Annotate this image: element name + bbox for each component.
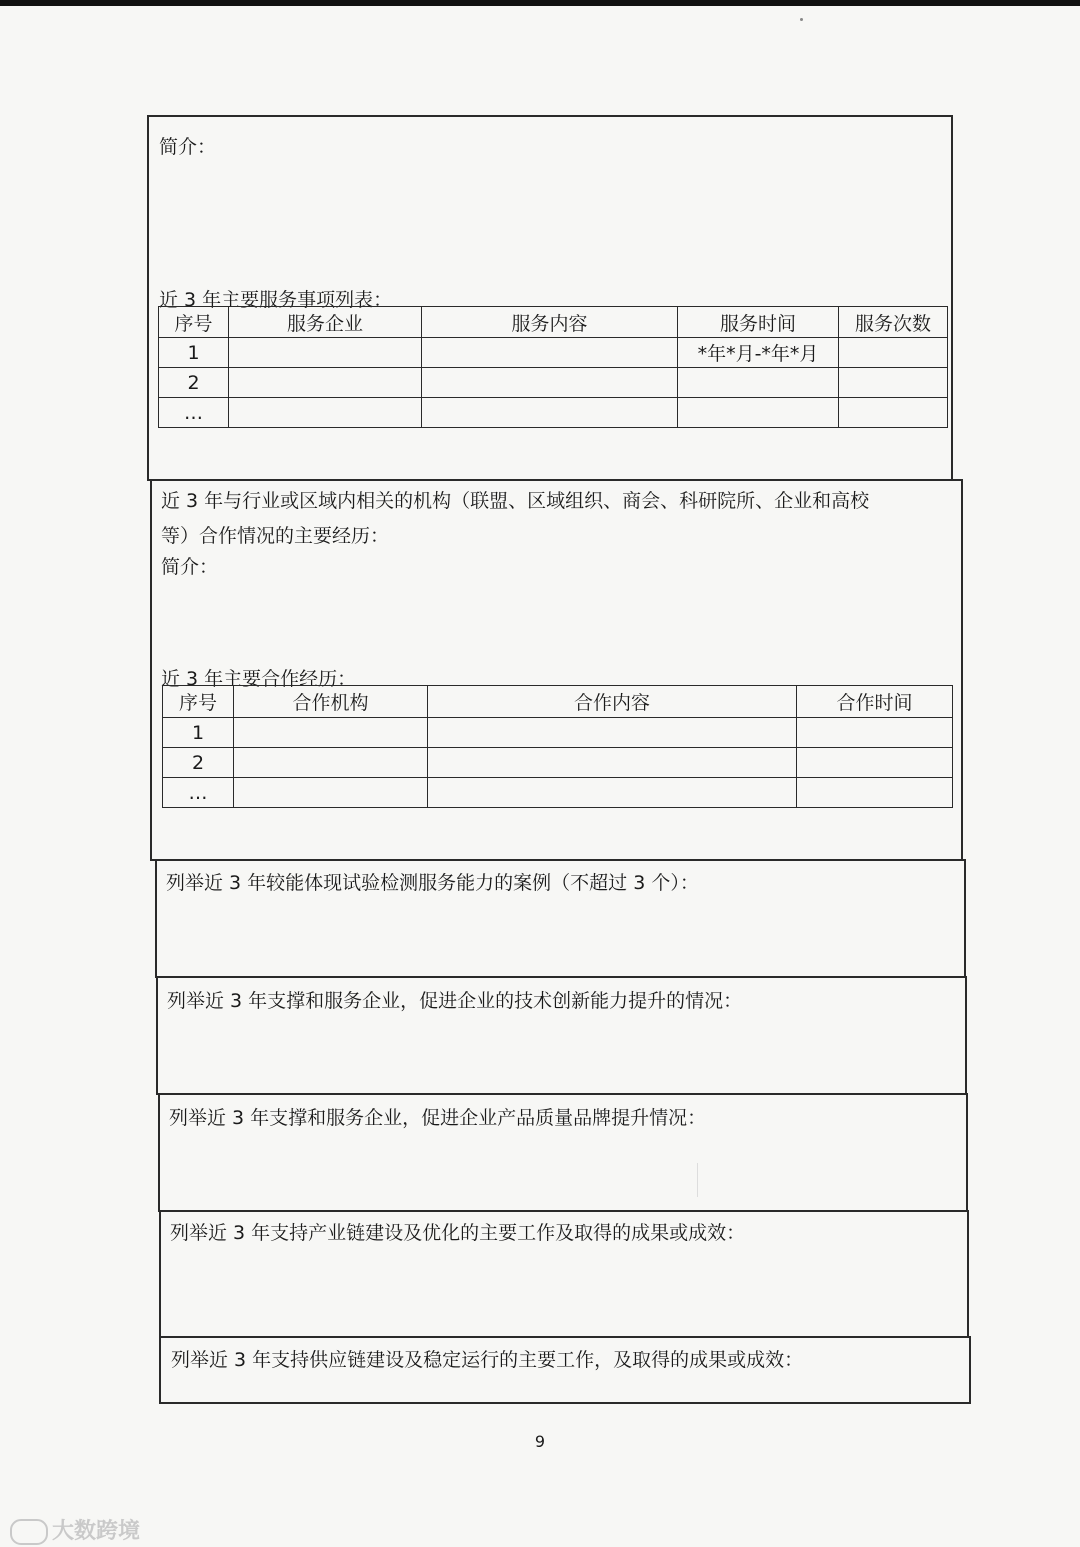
table-header-row [159,307,948,338]
service-list-title: 近 3 年主要服务事项列表： [159,289,393,311]
table-cell [422,398,678,428]
table-cell: 2 [159,368,229,398]
tech-innovation-prompt: 列举近 3 年支撑和服务企业，促进企业的技术创新能力提升的情况： [167,990,743,1012]
table-cell [797,718,953,748]
section-quality-brand [158,1093,968,1212]
table-cell [678,398,839,428]
col-header: 序号 [159,307,229,338]
table-cell [234,718,428,748]
table-cell [797,778,953,808]
table-cell [839,398,948,428]
table-cell [234,778,428,808]
table-cell [678,368,839,398]
table-cell [428,748,797,778]
col-header: 服务次数 [839,307,948,338]
table-cell [229,368,422,398]
table-cell [839,338,948,368]
section-testing-cases [155,859,966,978]
table-cell [234,748,428,778]
table-cell: 2 [163,748,234,778]
table-cell: … [159,398,229,428]
table-cell [428,778,797,808]
cooperation-table [162,685,953,808]
supply-chain-prompt: 列举近 3 年支持供应链建设及稳定运行的主要工作，及取得的成果或成效： [171,1349,804,1371]
intro-label: 简介： [159,136,217,158]
col-header: 合作机构 [234,686,428,718]
col-header: 服务内容 [422,307,678,338]
table-row [163,718,953,748]
table-cell: 1 [163,718,234,748]
table-cell: *年*月-*年*月 [678,338,839,368]
table-cell: 1 [159,338,229,368]
table-cell [229,338,422,368]
cooperation-list-title: 近 3 年主要合作经历： [161,668,357,690]
watermark-text: 大数跨境 [52,1519,141,1544]
watermark [10,1514,140,1545]
watermark-logo-icon [10,1519,48,1545]
scan-artifact-line [697,1163,698,1197]
col-header: 服务时间 [678,307,839,338]
col-header: 服务企业 [229,307,422,338]
page-number: 9 [534,1432,546,1451]
cooperation-title-line1: 近 3 年与行业或区域内相关的机构（联盟、区域组织、商会、科研院所、企业和高校 [161,490,870,512]
table-row [159,398,948,428]
col-header: 序号 [163,686,234,718]
table-row [159,368,948,398]
section-tech-innovation [156,976,967,1095]
section-industry-chain [159,1210,969,1338]
scan-speck [800,18,803,21]
section-supply-chain [159,1336,971,1404]
table-cell: … [163,778,234,808]
table-cell [229,398,422,428]
table-cell [422,338,678,368]
table-row [159,338,948,368]
table-row [163,778,953,808]
table-header-row [163,686,953,718]
testing-cases-prompt: 列举近 3 年较能体现试验检测服务能力的案例（不超过 3 个）： [166,872,699,894]
col-header: 合作时间 [797,686,953,718]
table-cell [797,748,953,778]
industry-chain-prompt: 列举近 3 年支持产业链建设及优化的主要工作及取得的成果或成效： [170,1222,746,1244]
service-items-table [158,306,948,428]
table-row [163,748,953,778]
table-cell [428,718,797,748]
col-header: 合作内容 [428,686,797,718]
quality-brand-prompt: 列举近 3 年支撑和服务企业，促进企业产品质量品牌提升情况： [169,1107,707,1129]
table-cell [839,368,948,398]
table-cell [422,368,678,398]
cooperation-title-line2: 等）合作情况的主要经历： [161,525,390,547]
intro-label: 简介： [161,556,219,578]
scan-top-edge [0,0,1080,6]
